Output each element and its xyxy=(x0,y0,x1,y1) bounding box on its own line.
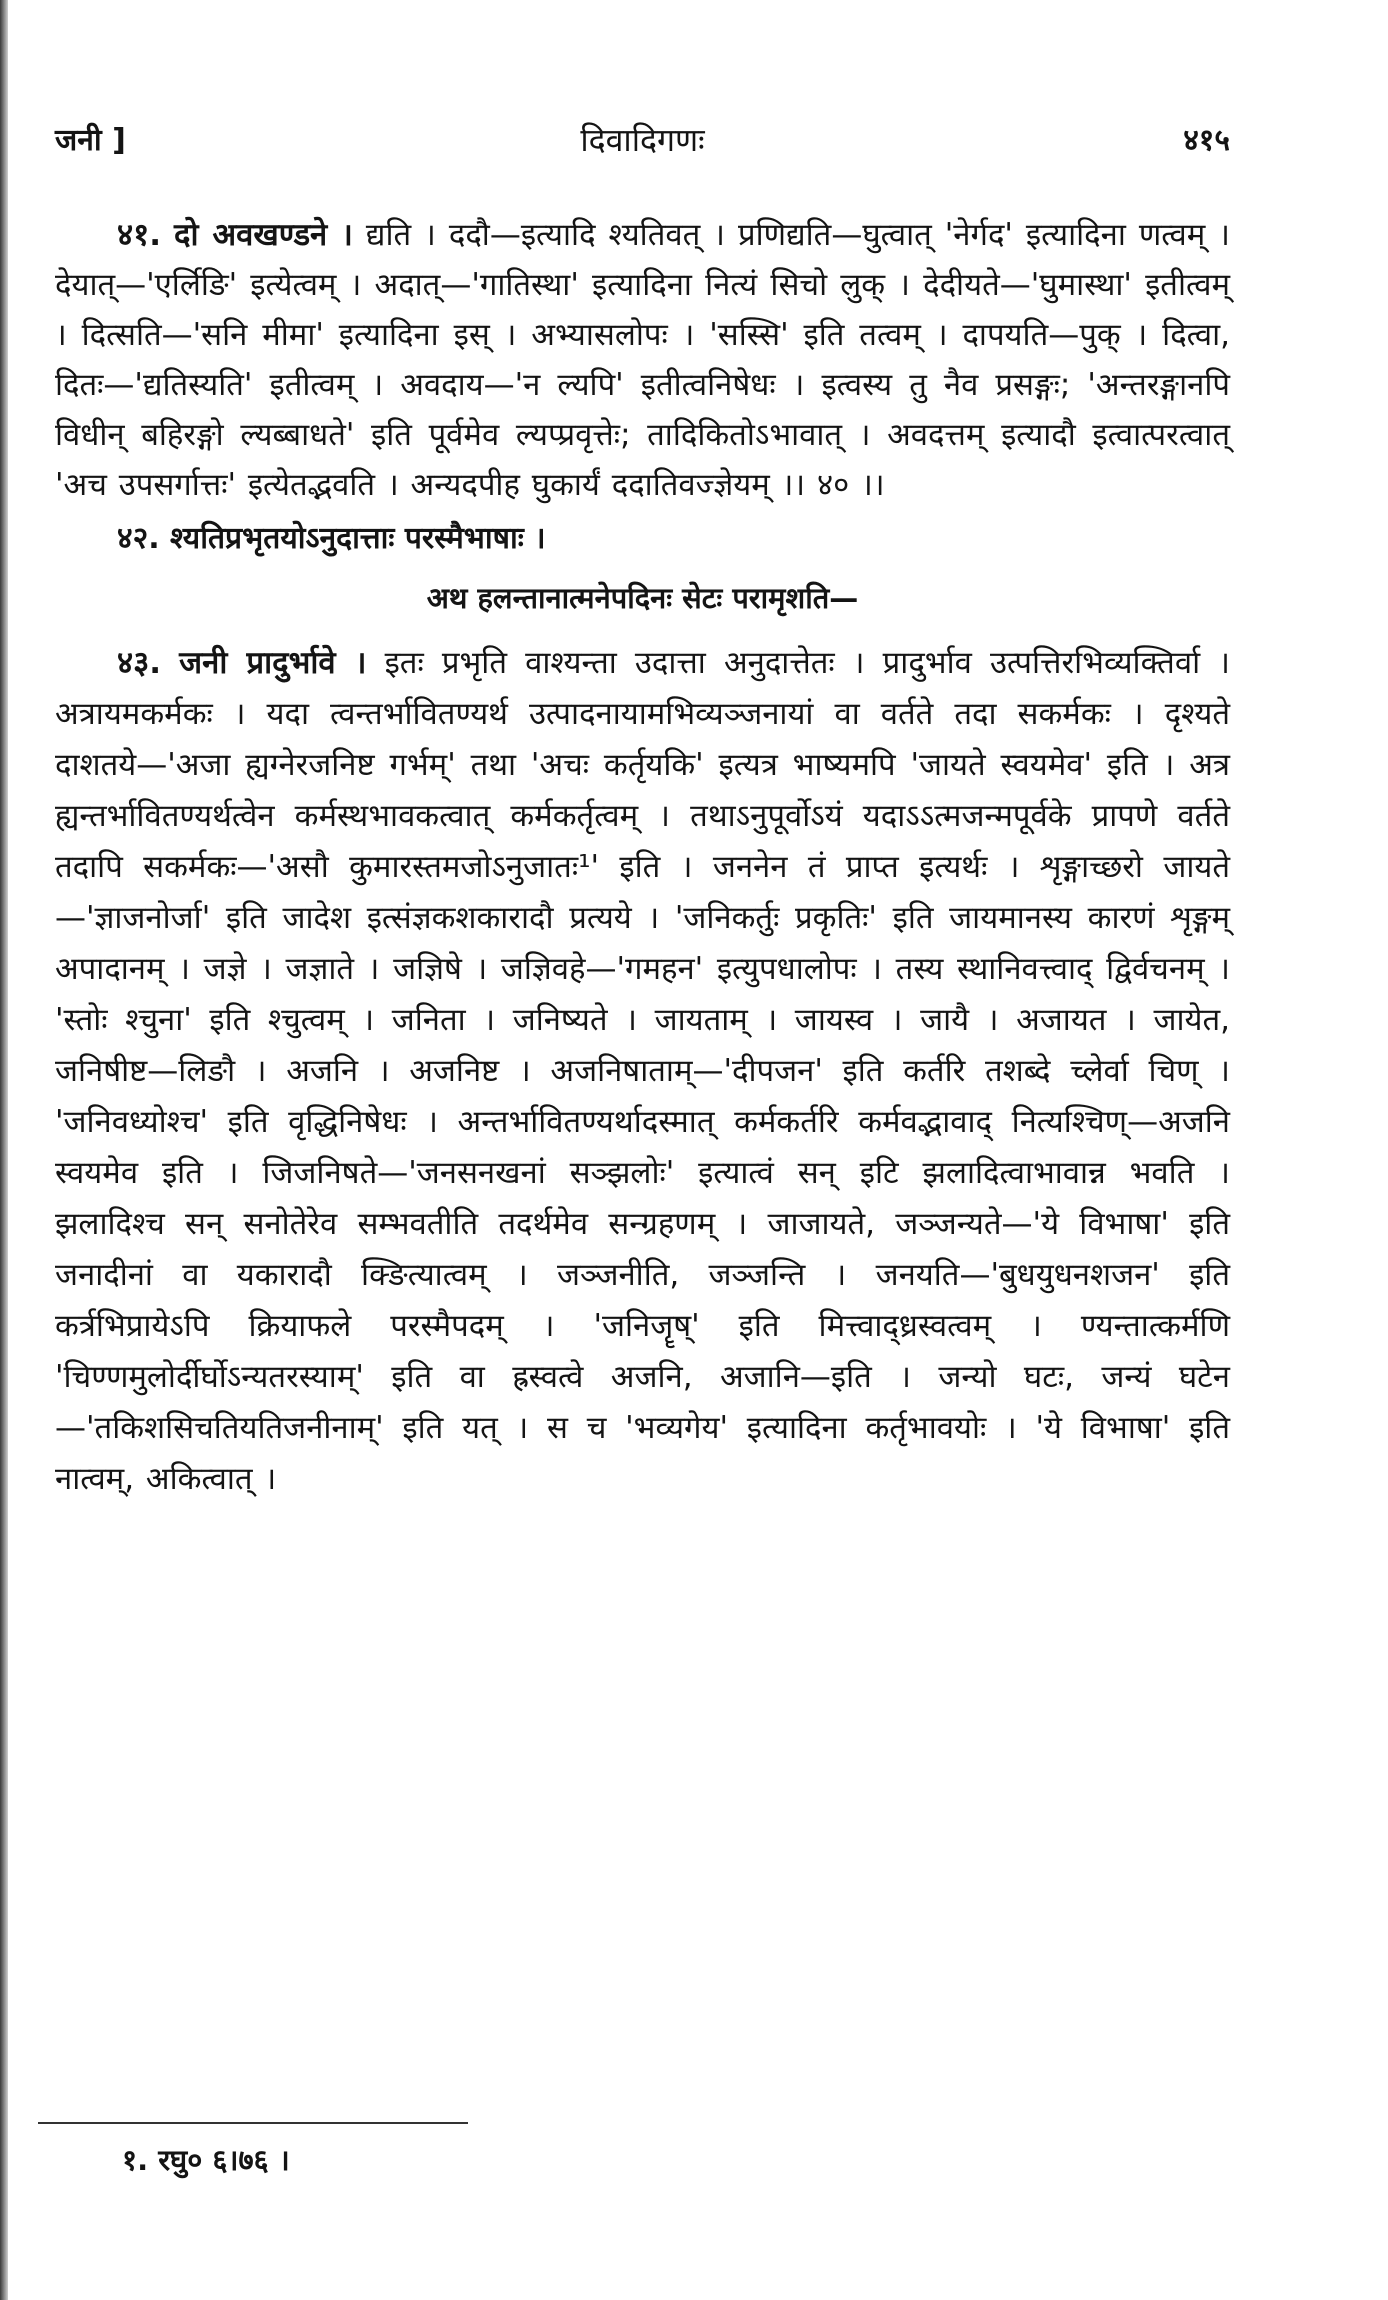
sutra-text: दो अवखण्डने । xyxy=(174,217,353,253)
sutra-text: जनी प्रादुर्भावे । xyxy=(179,645,367,681)
header-title: दिवादिगणः xyxy=(580,121,705,159)
page-number: ४१५ xyxy=(1183,123,1230,158)
paragraph-43 xyxy=(55,638,1230,1505)
main-text xyxy=(55,210,1230,1505)
footnote-divider xyxy=(38,2122,468,2124)
commentary-text: इतः प्रभृति वाश्यन्ता उदात्ता अनुदात्तेतः । प्रादुर्भाव उत्पत्तिरभिव्यक्तिर्वा । अत्रायमकर्मकः । यदा त्वन्तर्भावितण्यर्थ उत्पादनायामभिव्यञ्जनायां वा वर्तते तदा सकर्मकः । दृश्यते दाशतये—'अजा ह्यग्नेरजनिष्ट गर्भम्' तथा 'अचः कर्तृयकि' इत्यत्र भाष्यमपि 'जायते स्वयमेव' इति । अत्र ह्यन्तर्भावितण्यर्थत्वेन कर्मस्थभावकत्वात् कर्मकर्तृत्वम् । तथाऽनुपूर्वोऽयं यदाऽऽत्मजन्मपूर्वके प्रापणे वर्तते तदापि सकर्मकः—'असौ कुमारस्तमजोऽनुजातः¹' इति । जननेन तं प्राप्त इत्यर्थः । शृङ्गाच्छरो जायते—'ज्ञाजनोर्जा' इति जादेश इत्संज्ञकशकारादौ प्रत्यये । 'जनिकर्तुः प्रकृतिः' इति जायमानस्य कारणं शृङ्गम् अपादानम् । जज्ञे । जज्ञाते । जज्ञिषे । जज्ञिवहे—'गमहन' इत्युपधालोपः । तस्य स्थानिवत्त्वाद् द्विर्वचनम् । 'स्तोः श्चुना' इति श्चुत्वम् । जनिता । जनिष्यते । जायताम् । जायस्व । जायै । अजायत । जायेत, जनिषीष्ट—लिङौ । अजनि । अजनिष्ट । अजनिषाताम्—'दीपजन' इति कर्तरि तशब्दे च्लेर्वा चिण् । 'जनिवध्योश्च' इति वृद्धिनिषेधः । अन्तर्भावितण्यर्थादस्मात् कर्मकर्तरि कर्मवद्भावाद् नित्यश्चिण्—अजनि स्वयमेव इति । जिजनिषते—'जनसनखनां सञ्झलोः' इत्यात्वं सन् इटि झलादित्वाभावान्न भवति । झलादिश्च सन् सनोतेरेव सम्भवतीति तदर्थमेव सन्ग्रहणम् । जाजायते, जञ्जन्यते—'ये विभाषा' इति जनादीनां वा यकारादौ क्ङित्यात्वम् । जञ्जनीति, जञ्जन्ति । जनयति—'बुधयुधनशजन' इति कर्त्रभिप्रायेऽपि क्रियाफले परस्मैपदम् । 'जनिजॄष्' इति मित्त्वाद्ध्रस्वत्वम् । ण्यन्तात्कर्मणि 'चिण्णमुलोर्दीर्घोऽन्यतरस्याम्' इति वा ह्रस्वत्वे अजनि, अजानि—इति । जन्यो घटः, जन्यं घटेन—'तकिशसिचतियतिजनीनाम्' इति यत् । स च 'भव्यगेय' इत्यादिना कर्तृभावयोः । 'ये विभाषा' इति नात्वम्, अकित्वात् । xyxy=(55,645,1230,1497)
header-left: जनी ] xyxy=(55,123,126,158)
page-spine-shadow xyxy=(0,0,8,2300)
section-subheading: अथ हलन्तानात्मनेपदिनः सेटः परामृशति— xyxy=(426,581,859,615)
running-head xyxy=(55,118,1230,168)
paragraph-41 xyxy=(55,210,1230,510)
sutra-number: ४३. xyxy=(117,645,162,681)
commentary-text: द्यति । ददौ—इत्यादि श्यतिवत् । प्रणिद्यति—घुत्वात् 'नेर्गद' इत्यादिना णत्वम् । देयात्—'एर्लिङि' इत्येत्वम् । अदात्—'गातिस्था' इत्यादिना नित्यं सिचो लुक् । देदीयते—'घुमास्था' इतीत्वम् । दित्सति—'सनि मीमा' इत्यादिना इस् । अभ्यासलोपः । 'सस्सि' इति तत्वम् । दापयति—पुक् । दित्वा, दितः—'द्यतिस्यति' इतीत्वम् । अवदाय—'न ल्यपि' इतीत्वनिषेधः । इत्वस्य तु नैव प्रसङ्गः; 'अन्तरङ्गानपि विधीन् बहिरङ्गो ल्यब्बाधते' इति पूर्वमेव ल्यप्प्रवृत्तेः; तादिकितोऽभावात् । अवदत्तम् इत्यादौ इत्वात्परत्वात् 'अच उपसर्गात्तः' इत्येतद्भवति । अन्यदपीह घुकार्यं ददातिवज्ज्ञेयम् ।। ४० ।। xyxy=(55,217,1231,503)
footnote: १. रघु० ६।७६ । xyxy=(122,2143,290,2177)
paragraph-42: ४२. श्यतिप्रभृतयोऽनुदात्ताः परस्मैभाषाः । xyxy=(117,521,546,556)
sutra-number: ४१. xyxy=(117,217,162,253)
